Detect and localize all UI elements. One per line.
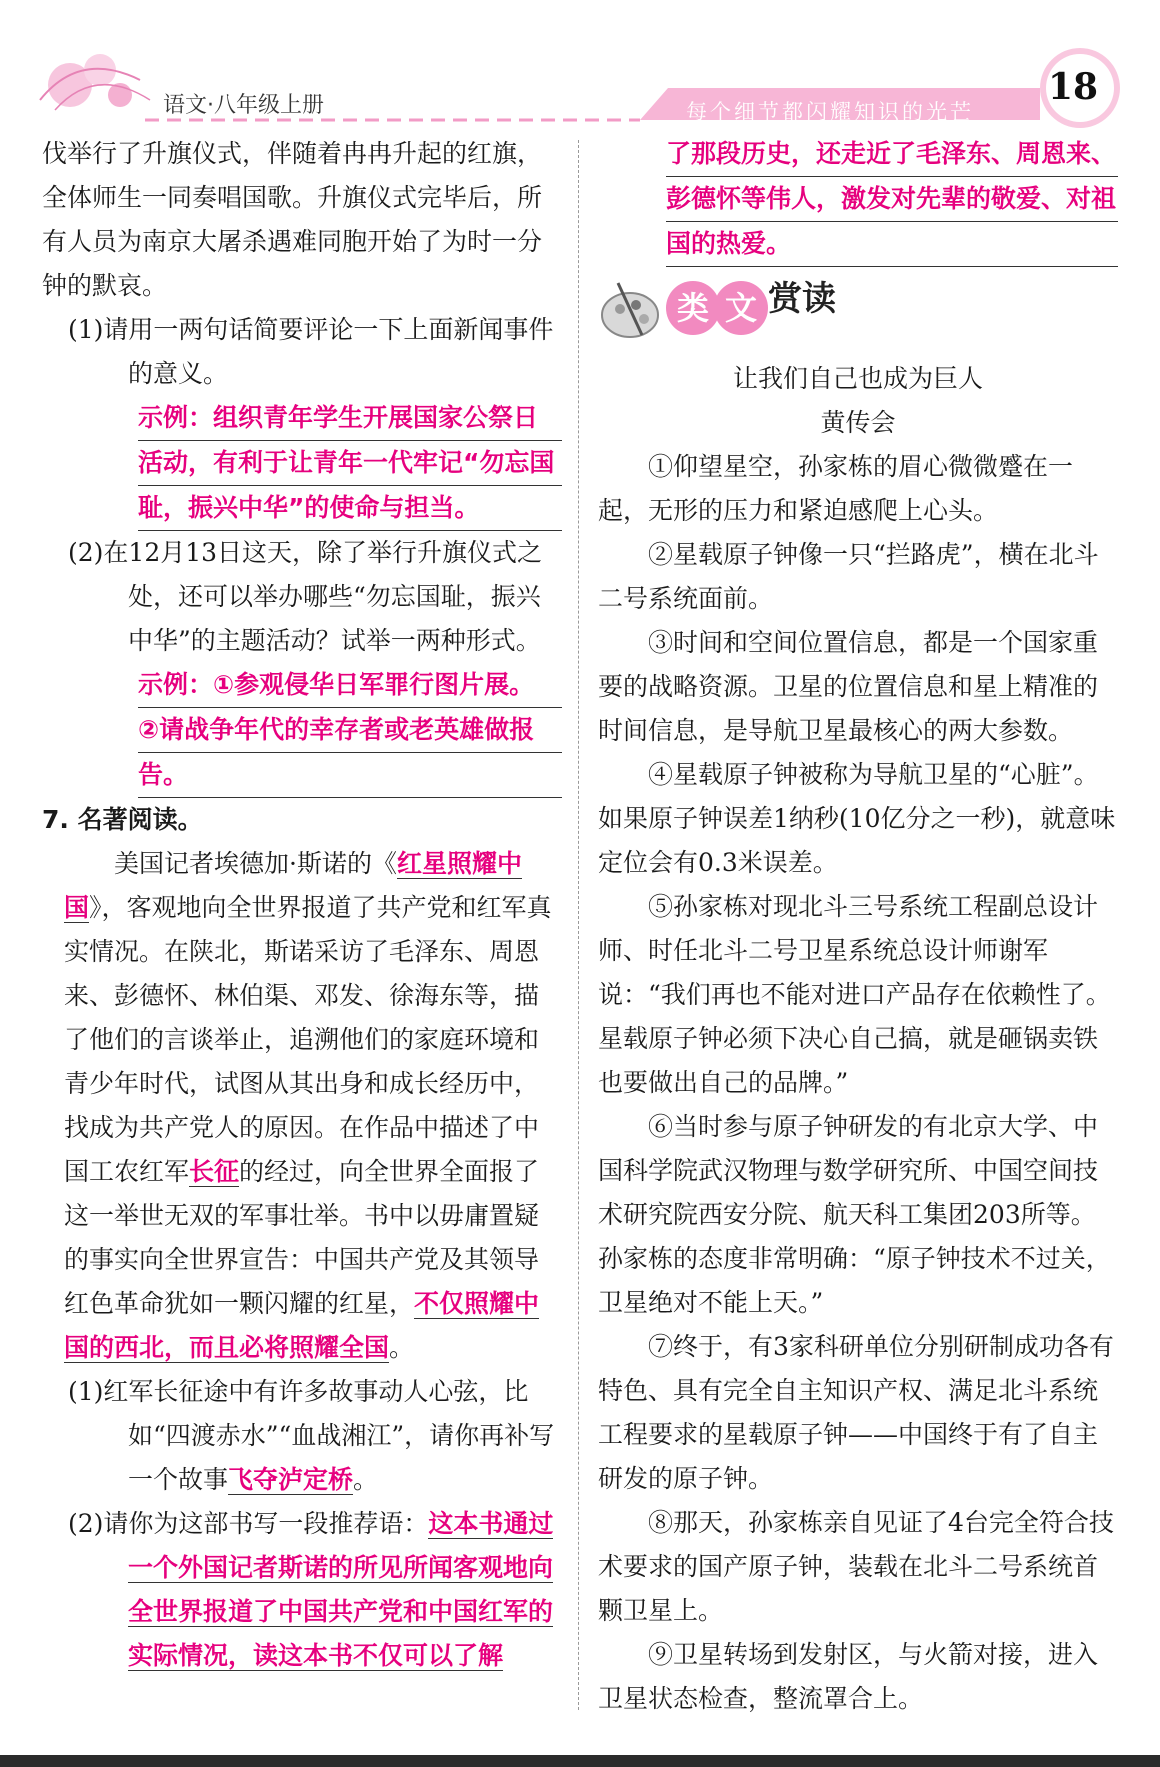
article-paragraph: ⑥当时参与原子钟研发的有北京大学、中国科学院武汉物理与数学研究所、中国空间技术研究院西安分院、航天科工集团203所等。孙家栋的态度非常明确：“原子钟技术不过关，卫星绝对不能上天。” bbox=[598, 1112, 1111, 1317]
section-heading bbox=[598, 267, 1118, 357]
question-7-title: 7. 名著阅读。 bbox=[42, 805, 203, 834]
slogan-text: 每个细节都闪耀知识的光芒 bbox=[686, 100, 974, 124]
answer-1-line: 示例：组织青年学生开展国家公祭日 bbox=[138, 396, 562, 441]
answer-1 bbox=[42, 396, 562, 531]
section-title-tail: 赏读 bbox=[768, 279, 836, 319]
article-paragraph: ⑨卫星转场到发射区，与火箭对接，进入卫星状态检查，整流罩合上。 bbox=[598, 1640, 1099, 1713]
page-number: 18 bbox=[1048, 66, 1099, 108]
right-column bbox=[598, 132, 1118, 1721]
answer-1-line: 活动，有利于让青年一代牢记“勿忘国 bbox=[138, 441, 562, 486]
question-7-1 bbox=[68, 1370, 562, 1502]
left-column bbox=[42, 132, 562, 1678]
q7-1-text: (1)红军长征途中有许多故事动人心弦，比如“四渡赤水”“血战湘江”，请你再补写一个故事 bbox=[68, 1377, 555, 1494]
answer-2-line: ②请战争年代的幸存者或老英雄做报 bbox=[138, 708, 562, 753]
q7-text-c: 的经过，向全世界全面报了这一举世无双的军事壮举。书中以毋庸置疑的事实向全世界宣告：中国共产党及其领导红色革命犹如一颗闪耀的红星， bbox=[64, 1157, 540, 1318]
article-paragraph: ③时间和空间位置信息，都是一个国家重要的战略资源。卫星的位置信息和星上精准的时间信息，是导航卫星最核心的两大参数。 bbox=[598, 628, 1099, 745]
answer-2-line: 告。 bbox=[138, 753, 562, 798]
answer-continued bbox=[598, 132, 1118, 267]
article-paragraph: ②星载原子钟像一只“拦路虎”，横在北斗二号系统面前。 bbox=[598, 540, 1099, 613]
article-paragraph: ⑦终于，有3家科研单位分别研制成功各有特色、具有完全自主知识产权、满足北斗系统工程要求的星载原子钟——中国终于有了自主研发的原子钟。 bbox=[598, 1332, 1114, 1493]
q7-text-a: 美国记者埃德加·斯诺的《 bbox=[114, 849, 397, 878]
q7-2-text: (2)请你为这部书写一段推荐语： bbox=[68, 1509, 429, 1538]
answer-2 bbox=[42, 663, 562, 798]
news-paragraph-continued: 伐举行了升旗仪式，伴随着冉冉升起的红旗，全体师生一同奏唱国歌。升旗仪式完毕后，所有人员为南京大屠杀遇难同胞开始了为时一分钟的默哀。 bbox=[42, 139, 543, 300]
answer-cont-line: 彭德怀等伟人，激发对先辈的敬爱、对祖 bbox=[666, 177, 1118, 222]
q7-2-answer: 这本书通过一个外国记者斯诺的所见所闻客观地向全世界报道了中国共产党和中国红军的实际情况，读这本书不仅可以了解 bbox=[128, 1509, 554, 1670]
article-paragraph: ⑤孙家栋对现北斗三号系统工程副总设计师、时任北斗二号卫星系统总设计师谢军说：“我们再也不能对进口产品存在依赖性了。星载原子钟必须下决心自己搞，就是砸锅卖铁也要做出自己的品牌。” bbox=[598, 892, 1111, 1097]
question-1: (1)请用一两句话简要评论一下上面新闻事件的意义。 bbox=[68, 315, 554, 388]
palette-icon bbox=[598, 279, 662, 343]
section-badge-1: 类 bbox=[666, 281, 720, 335]
answer-cont-line: 国的热爱。 bbox=[666, 222, 1118, 267]
q7-text-d: 。 bbox=[389, 1333, 415, 1362]
q7-blank-conclusion: 不仅照耀中国的西北，而且必将照耀全国 bbox=[64, 1289, 540, 1362]
article-title: 让我们自己也成为巨人 bbox=[732, 364, 983, 393]
q7-blank-event: 长征 bbox=[189, 1157, 240, 1186]
question-7-paragraph bbox=[42, 842, 562, 1370]
article-author: 黄传会 bbox=[820, 408, 896, 437]
q7-text-b: 》，客观地向全世界报道了共产党和红军真实情况。在陕北，斯诺采访了毛泽东、周恩来、彭德怀、林伯渠、邓发、徐海东等，描了他们的言谈举止，追溯他们的家庭环境和青少年时代，试图从其出身和成长经历中，找成为共产党人的原因。在作品中描述了中国工农红军 bbox=[64, 893, 552, 1186]
article-paragraph: ④星载原子钟被称为导航卫星的“心脏”。如果原子钟误差1纳秒(10亿分之一秒)，就意味定位会有0.3米误差。 bbox=[598, 760, 1116, 877]
book-series-label: 语文·八年级上册 bbox=[163, 93, 324, 118]
answer-1-line: 耻，振兴中华”的使命与担当。 bbox=[138, 486, 562, 531]
article-paragraph: ⑧那天，孙家栋亲自见证了4台完全符合技术要求的国产原子钟，装载在北斗二号系统首颗卫星上。 bbox=[598, 1508, 1114, 1625]
q7-1-blank: 飞夺泸定桥 bbox=[228, 1465, 354, 1494]
question-2: (2)在12月13日这天，除了举行升旗仪式之处，还可以举办哪些“勿忘国耻，振兴中华”的主题活动？试举一两种形式。 bbox=[68, 538, 543, 655]
question-7-2 bbox=[68, 1502, 562, 1678]
column-divider bbox=[578, 140, 579, 1710]
article-paragraph: ①仰望星空，孙家栋的眉心微微蹙在一起，无形的压力和紧迫感爬上心头。 bbox=[598, 452, 1074, 525]
q7-1-end: 。 bbox=[353, 1465, 379, 1494]
answer-cont-line: 了那段历史，还走近了毛泽东、周恩来、 bbox=[666, 132, 1118, 177]
floral-ornament-icon bbox=[40, 54, 150, 110]
bottom-bar bbox=[0, 1755, 1160, 1767]
answer-2-line: 示例：①参观侵华日军罪行图片展。 bbox=[138, 663, 562, 708]
section-badge-2: 文 bbox=[714, 281, 768, 335]
q7-blank-book: 红星照耀中国 bbox=[64, 849, 522, 922]
